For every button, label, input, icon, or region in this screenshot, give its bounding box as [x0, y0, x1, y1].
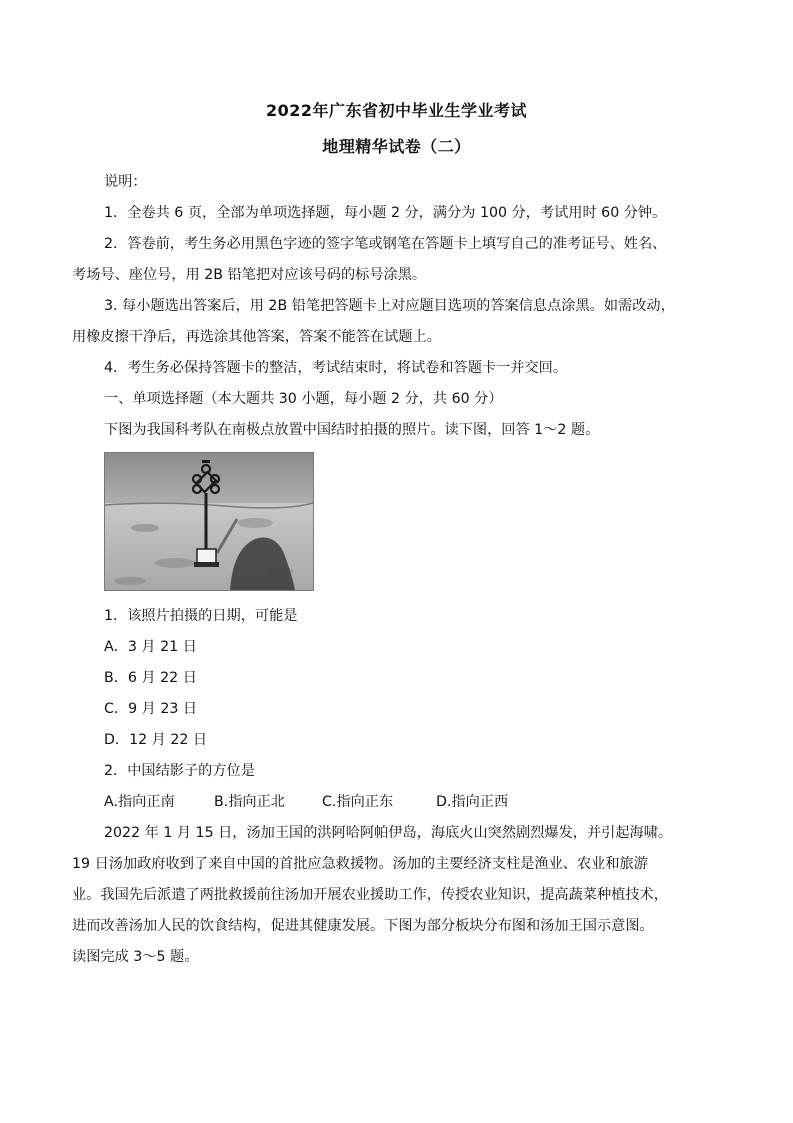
instruction-item: 用橡皮擦干净后，再选涂其他答案，答案不能答在试题上。 [72, 329, 441, 345]
instruction-item: 2．答卷前，考生务必用黑色字迹的签字笔或钢笔在答题卡上填写自己的准考证号、姓名、 [104, 236, 667, 252]
exam-title: 2022年广东省初中毕业生学业考试 [265, 101, 528, 120]
question-1-stem: 1．该照片拍摄的日期，可能是 [104, 608, 298, 624]
question-1-option-b: B．6 月 22 日 [104, 670, 197, 686]
instruction-item: 4．考生务必保持答题卡的整洁，考试结束时，将试卷和答题卡一并交回。 [104, 360, 568, 376]
photo-illustration [105, 453, 313, 590]
question-1-option-c: C．9 月 23 日 [104, 701, 198, 717]
instruction-item: 考场号、座位号，用 2B 铅笔把对应该号码的标号涂黑。 [72, 267, 427, 283]
section-heading: 一、单项选择题（本大题共 30 小题，每小题 2 分，共 60 分） [104, 391, 503, 407]
section-intro: 下图为我国科考队在南极点放置中国结时拍摄的照片。读下图，回答 1～2 题。 [104, 422, 600, 438]
passage-line: 19 日汤加政府收到了来自中国的首批应急救援物。汤加的主要经济支柱是渔业、农业和旅游 [72, 856, 648, 872]
exam-subtitle: 地理精华试卷（二） [322, 137, 471, 156]
question-2-stem: 2．中国结影子的方位是 [104, 763, 255, 779]
passage-line: 2022 年 1 月 15 日，汤加王国的洪阿哈阿帕伊岛，海底火山突然剧烈爆发，并引起海啸。 [104, 825, 673, 841]
question-2-option-d: D.指向正西 [436, 794, 509, 810]
question-2-option-b: B.指向正北 [214, 794, 285, 810]
instruction-item: 1．全卷共 6 页，全部为单项选择题，每小题 2 分，满分为 100 分，考试用时 60 分钟。 [104, 205, 667, 221]
instruction-item: 3. 每小题选出答案后，用 2B 铅笔把答题卡上对应题目选项的答案信息点涂黑。如需改动， [104, 298, 675, 314]
question-1-option-a: A．3 月 21 日 [104, 639, 197, 655]
south-pole-photo [104, 452, 314, 591]
instructions-heading: 说明： [104, 174, 147, 190]
passage-line: 业。我国先后派遣了两批救援前往汤加开展农业援助工作，传授农业知识，提高蔬菜种植技术， [72, 887, 668, 903]
question-2-option-c: C.指向正东 [322, 794, 394, 810]
question-2-options [104, 792, 704, 812]
question-2-option-a: A.指向正南 [104, 794, 175, 810]
question-1-option-d: D．12 月 22 日 [104, 732, 208, 748]
passage-line: 进而改善汤加人民的饮食结构，促进其健康发展。下图为部分板块分布图和汤加王国示意图。 [72, 918, 654, 934]
passage-line: 读图完成 3～5 题。 [72, 949, 199, 965]
